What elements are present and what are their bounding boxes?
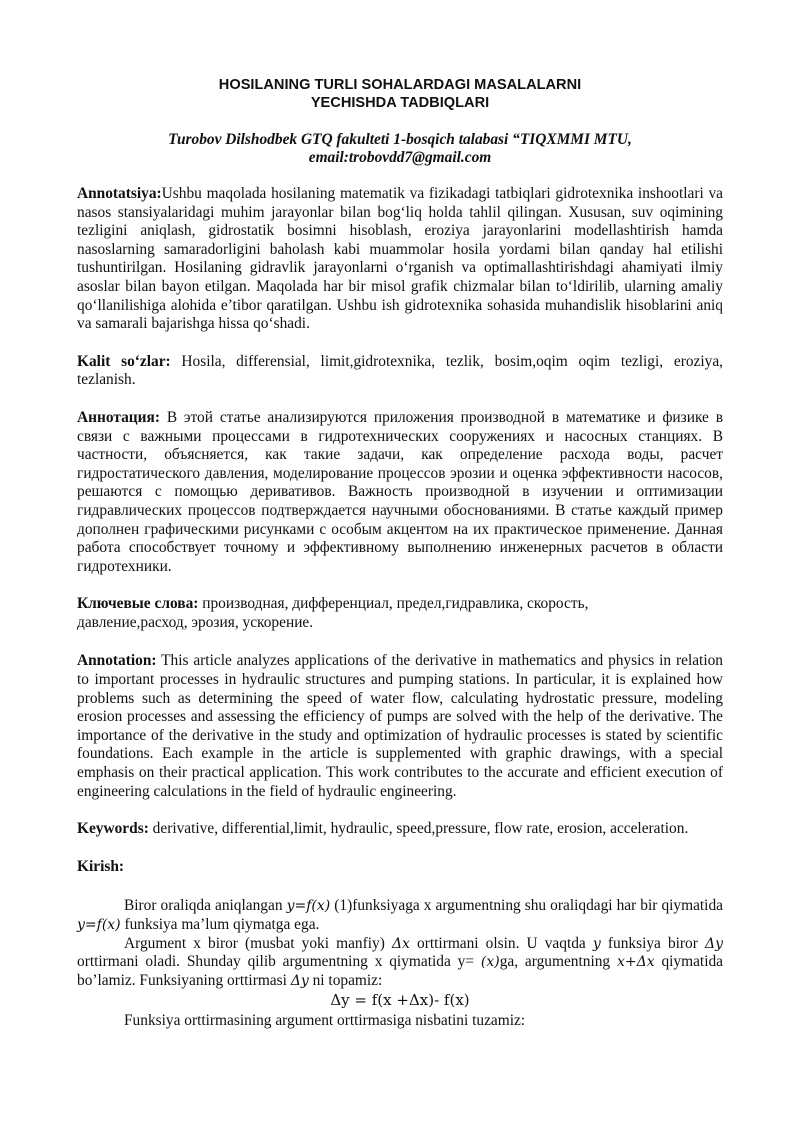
intro-p1-text-b: (1)funksiyaga x argumentning shu oraliqdagi har bir qiymatida <box>330 897 723 915</box>
intro-paragraph-1 <box>77 897 723 934</box>
intro-p2-text-d: orttirmani oladi. Shunday qilib argumentning x qiymatida y= <box>77 953 481 971</box>
keywords-uz-label: Kalit so‘zlar: <box>77 352 171 370</box>
annotation-ru <box>77 409 723 576</box>
keywords-en-label: Keywords: <box>77 820 149 838</box>
intro-p2-text-c: funksiya biror <box>600 934 705 952</box>
keywords-ru-label: Ключевые слова: <box>77 595 199 613</box>
paper-title-line-1: HOSILANING TURLI SOHALARDAGI MASALALARNI <box>218 77 582 93</box>
intro-paragraph-2 <box>77 935 723 991</box>
intro-p2-math-4: (x) <box>480 954 500 971</box>
intro-p2-text-b: orttirmani olsin. U vaqtda <box>409 934 593 952</box>
annotation-ru-label: Аннотация: <box>77 408 160 426</box>
keywords-ru <box>77 595 723 632</box>
author-line-1: Turobov Dilshodbek GTQ fakulteti 1-bosqich talabasi “TIQXMMI MTU, <box>168 130 632 148</box>
annotation-en-label: Annotation: <box>77 652 157 670</box>
annotation-en-text: This article analyzes applications of the derivative in mathematics and physics in relation to important processes in hydraulic structures and pumping stations. In particular, it is explained how problems such as determining the speed of water flow, calculating hydrostatic pressure, modeling erosion processes and assessing the efficiency of pumps are solved with the help of the derivative. The importance of the derivative in the study and optimization of hydraulic processes is stated by scientific foundations. Each example in the article is supplemented with graphic drawings, with a special emphasis on their practical application. This work contributes to the accurate and efficient execution of engineering calculations in the field of hydraulic engineering. <box>77 652 723 800</box>
intro-p1-text-c: funksiya ma’lum qiymatga ega. <box>120 916 320 933</box>
intro-p2-text-g: ni topamiz: <box>308 971 383 989</box>
annotation-ru-text: В этой статье анализируются приложения производной в математике и физике в связи с важными процессами в гидротехнических сооружениях и насосных станциях. В частности, объясняется, как такие задачи, как определение расхода воды, расчет гидростатического давления, моделирование процессов эрозии и оценка эффективности насосов, решаются с помощью деривативов. Важность производной в изучении и оптимизации гидравлических процессов подтверждается научными обоснованиями. В статье каждый пример дополнен графическими рисунками с особым акцентом на их практическое применение. Данная работа способствует точному и эффективному выполнению инженерных расчетов в области гидротехники. <box>77 408 723 575</box>
paper-title-line-2: YECHISHDA TADBIQLARI <box>310 95 490 112</box>
keywords-uz-text: Hosila, differensial, limit,gidrotexnika, tezlik, bosim,oqim oqim tezligi, eroziya, tezlanish. <box>77 352 723 389</box>
paper-title <box>77 76 723 113</box>
intro-p2-math-2: y <box>592 935 601 952</box>
annotation-uz <box>77 185 723 334</box>
intro-p1-math-2: y=f(x) <box>77 917 121 933</box>
keywords-ru-line-2: давление,расход, эрозия, ускорение. <box>77 613 314 631</box>
annotation-en <box>77 652 723 801</box>
author-email: email:trobovdd7@gmail.com <box>308 149 492 167</box>
paper-page <box>77 76 723 1031</box>
intro-heading: Kirish: <box>77 857 125 875</box>
intro-p2-text-a: Argument x biror (musbat yoki manfiy) <box>124 934 392 952</box>
increment-formula: Δy = f(x +Δx)- f(x) <box>330 991 470 1010</box>
annotation-uz-text: Ushbu maqolada hosilaning matematik va fizikadagi tatbiqlari gidrotexnika inshootlari va nasos stansiyalaridagi muhim jarayonlar bilan bog‘liq holda tahlil qilingan. Xususan, suv oqimining tezligini aniqlash, gidrostatik bosimni hisoblash, eroziya jarayonlarini modellashtirish hamda nasoslarning samaradorligini baholash kabi muammolar hosila yordami bilan qanday hal etilishi tushuntirilgan. Hosilaning gidravlik jarayonlarni o‘rganish va optimallashtirishdagi ahamiyati ilmiy asoslar bilan bayon etilgan. Maqolada har bir misol grafik chizmalar bilan to‘ldirilib, ularning amaliy qo‘llanilishiga alohida e’tibor qaratilgan. Ushbu ish gidrotexnika sohasida muhandislik hisoblarini aniq va samarali bajarishga hissa qo‘shadi. <box>77 185 723 333</box>
intro-p2-text-e: ga, argumentning <box>499 953 617 971</box>
keywords-en <box>77 820 723 839</box>
intro-p1-text-a: Biror oraliqda aniqlangan <box>124 897 287 915</box>
keywords-ru-line-1: производная, дифференциал, предел,гидравлика, скорость, <box>198 595 589 613</box>
intro-p2-math-1: Δx <box>391 935 410 952</box>
intro-paragraph-3: Funksiya orttirmasining argument orttirmasiga nisbatini tuzamiz: <box>124 1011 526 1029</box>
intro-p2-math-6: Δy <box>290 972 309 989</box>
author-info <box>77 131 723 168</box>
keywords-uz <box>77 353 723 390</box>
intro-p1-math-1: y=f(x) <box>286 898 331 915</box>
intro-p2-math-3: Δy <box>704 935 723 952</box>
keywords-en-text: derivative, differential,limit, hydraulic, speed,pressure, flow rate, erosion, acceleration. <box>148 820 689 838</box>
intro-p2-text-f: qiymatida bo’lamiz. Funksiyaning orttirmasi <box>77 953 724 989</box>
intro-p2-math-5: x+Δx <box>616 954 655 971</box>
annotation-uz-label: Annotatsiya: <box>77 185 162 202</box>
